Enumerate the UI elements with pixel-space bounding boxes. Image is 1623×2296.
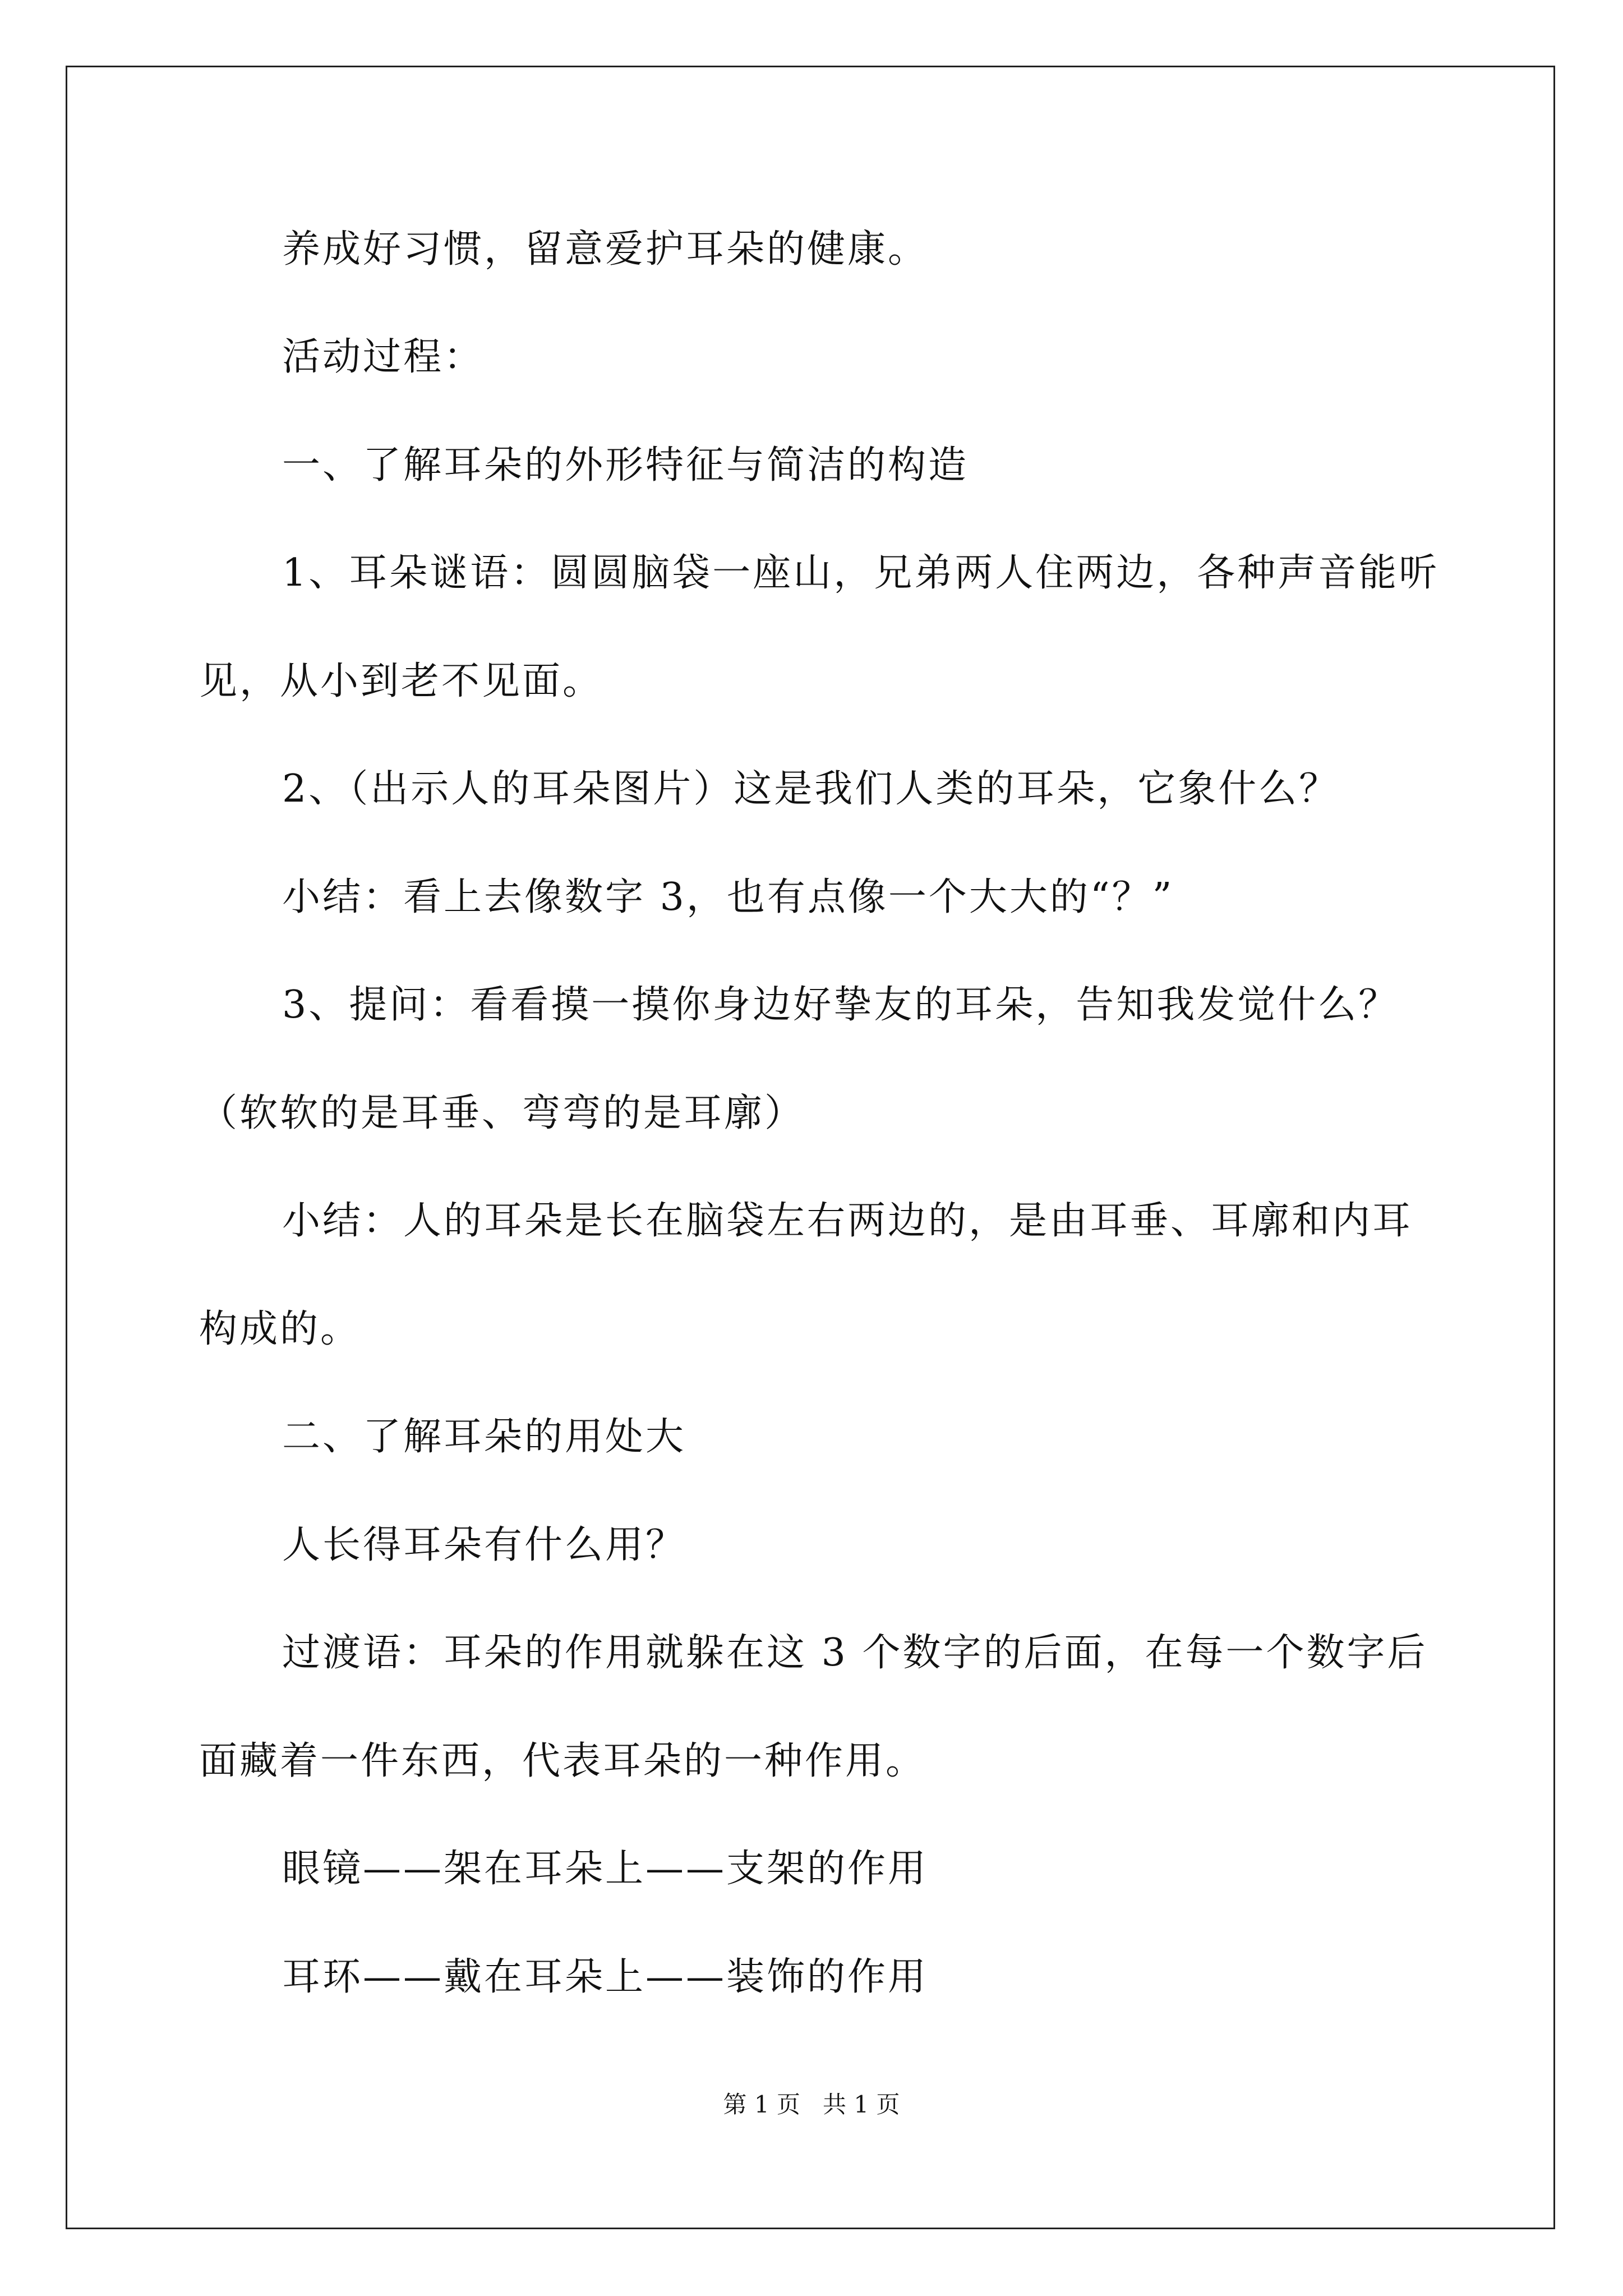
paragraph-line: 面藏着一件东西，代表耳朵的一种作用。 bbox=[199, 1739, 926, 1783]
section-heading: 二、了解耳朵的用处大 bbox=[282, 1415, 686, 1459]
paragraph-line: 见，从小到老不见面。 bbox=[199, 659, 603, 703]
paragraph-line: 小结：人的耳朵是长在脑袋左右两边的，是由耳垂、耳廓和内耳 bbox=[282, 1199, 1413, 1243]
paragraph-line: 过渡语：耳朵的作用就躲在这 3 个数字的后面，在每一个数字后 bbox=[282, 1631, 1428, 1675]
paragraph-line: 耳环——戴在耳朵上——装饰的作用 bbox=[282, 1955, 929, 1999]
paragraph-line: （软软的是耳垂、弯弯的是耳廓） bbox=[199, 1091, 805, 1135]
paragraph-line: 养成好习惯，留意爱护耳朵的健康。 bbox=[282, 227, 929, 272]
paragraph-line: 2、（出示人的耳朵图片）这是我们人类的耳朵，它象什么？ bbox=[282, 767, 1340, 811]
section-heading: 一、了解耳朵的外形特征与简洁的构造 bbox=[282, 443, 969, 487]
page-footer: 第 1 页 共 1 页 bbox=[723, 2091, 900, 2118]
paragraph-line: 构成的。 bbox=[199, 1307, 361, 1351]
paragraph-line: 1、耳朵谜语：圆圆脑袋一座山，兄弟两人住两边，各种声音能听 bbox=[282, 551, 1440, 595]
paragraph-line: 小结：看上去像数字 3，也有点像一个大大的“？” bbox=[282, 875, 1174, 919]
paragraph-line: 眼镜——架在耳朵上——支架的作用 bbox=[282, 1847, 929, 1891]
paragraph-line: 3、提问：看看摸一摸你身边好挚友的耳朵，告知我发觉什么？ bbox=[282, 983, 1399, 1027]
section-heading: 活动过程： bbox=[282, 335, 485, 379]
page-frame bbox=[66, 66, 1555, 2229]
paragraph-line: 人长得耳朵有什么用？ bbox=[282, 1523, 686, 1567]
